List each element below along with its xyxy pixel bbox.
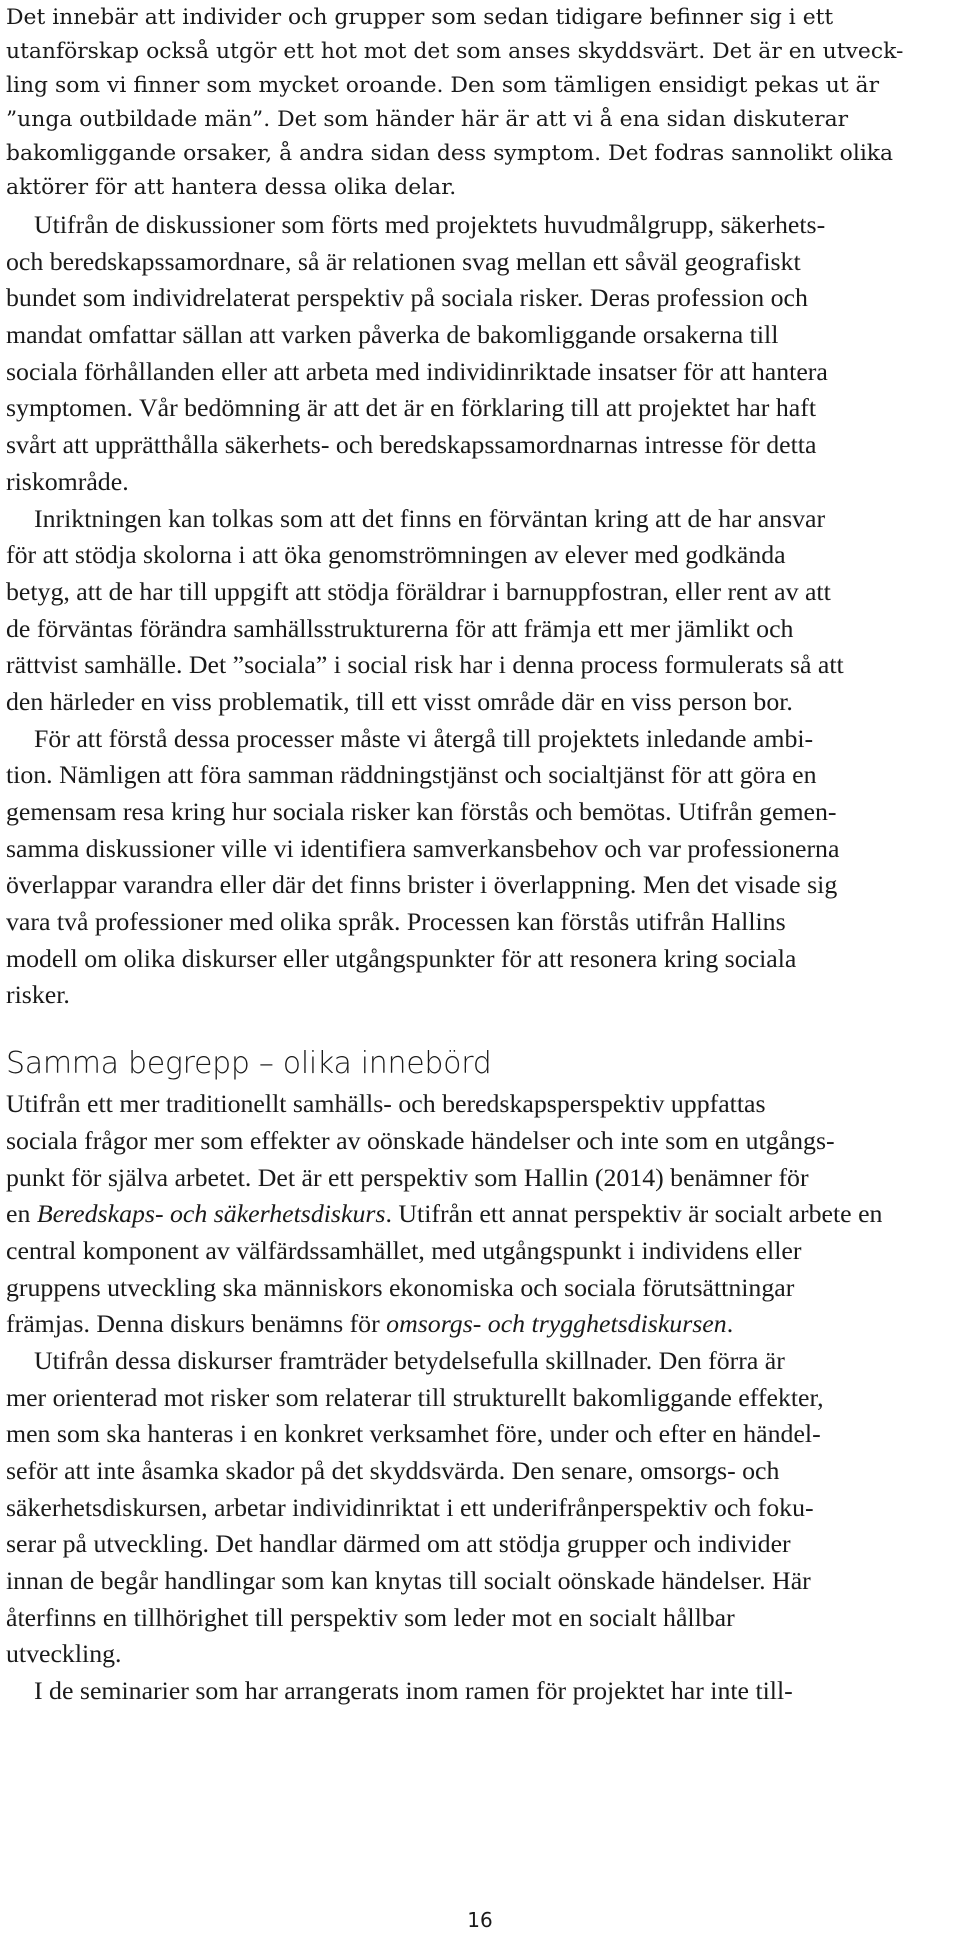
text-line: För att förstå dessa processer måste vi återgå till projektets inledande ambi- [34, 723, 814, 753]
text-run: en [6, 1199, 37, 1229]
paragraph-continuation [6, 1, 960, 205]
text-line [6, 1306, 960, 1343]
text-line: men som ska hanteras i en konkret verksamhet före, under och efter en händel- [6, 1419, 821, 1449]
text-line: för att stödja skolorna i att öka genomströmningen av elever med godkända [6, 540, 786, 570]
text-line: I de seminarier som har arrangerats inom ramen för projektet har inte till- [34, 1676, 793, 1706]
text-line: de förväntas förändra samhällsstrukturerna för att främja ett mer jämlikt och [6, 613, 794, 643]
text-line: vara två professioner med olika språk. Processen kan förstås utifrån Hallins [6, 907, 786, 937]
paragraph-seminarier [6, 1673, 960, 1710]
text-line: mer orienterad mot risker som relaterar till strukturellt bakomliggande effekter, [6, 1382, 824, 1412]
text-line: central komponent av välfärdssamhället, med utgångspunkt i individens eller [6, 1235, 802, 1265]
section-heading: Samma begrepp – olika innebörd [6, 1046, 492, 1082]
text-line: säkerhetsdiskursen, arbetar individinriktat i ett underifrånperspektiv och foku- [6, 1492, 814, 1522]
text-line: och beredskapssamordnare, så är relationen svag mellan ett såväl geografiskt [6, 246, 801, 276]
text-line: Det innebär att individer och grupper som sedan tidigare befinner sig i ett [6, 5, 834, 30]
document-page [6, 0, 960, 1710]
text-line: bundet som individrelaterat perspektiv på sociala risker. Deras profession och [6, 283, 808, 313]
text-line: ling som vi finner som mycket oroande. Den som tämligen ensidigt pekas ut är [6, 73, 880, 98]
text-line: sociala frågor mer som effekter av oönskade händelser och inte som en utgångs- [6, 1125, 835, 1155]
text-line: gruppens utveckling ska människors ekonomiska och sociala förutsättningar [6, 1272, 795, 1302]
text-line: punkt för själva arbetet. Det är ett perspektiv som Hallin (2014) benämner för [6, 1162, 809, 1192]
text-line: modell om olika diskurser eller utgångspunkter för att resonera kring sociala [6, 943, 797, 973]
paragraph-traditionellt-perspektiv [6, 1086, 960, 1343]
text-line: samma diskussioner ville vi identifiera samverkansbehov och var professionerna [6, 833, 840, 863]
paragraph-skillnader [6, 1343, 960, 1673]
text-line: serar på utveckling. Det handlar därmed om att stödja grupper och individer [6, 1529, 791, 1559]
text-line: risker. [6, 980, 70, 1010]
text-line: gemensam resa kring hur sociala risker kan förstås och bemötas. Utifrån gemen- [6, 797, 837, 826]
text-line: bakomliggande orsaker, å andra sidan dess symptom. Det fodras sannolikt olika [6, 141, 894, 166]
text-line: utveckling. [6, 1639, 122, 1669]
text-line: återfinns en tillhörighet till perspektiv som leder mot en socialt hållbar [6, 1602, 735, 1632]
italic-term: omsorgs- och trygghetsdiskursen [386, 1309, 727, 1339]
text-line: utanförskap också utgör ett hot mot det som anses skyddsvärt. Det är en utveck- [6, 39, 904, 64]
page-number: 16 [467, 1908, 493, 1932]
text-line: Utifrån dessa diskurser framträder betydelsefulla skillnader. Den förra är [34, 1345, 785, 1375]
text-line: aktörer för att hantera dessa olika delar. [6, 175, 457, 200]
text-line: Inriktningen kan tolkas som att det finns en förväntan kring att de har ansvar [34, 503, 826, 533]
text-line: seför att inte åsamka skador på det skyddsvärda. Den senare, omsorgs- och [6, 1456, 780, 1485]
paragraph-forsta-processer [6, 721, 960, 1015]
text-line: sociala förhållanden eller att arbeta med individinriktade insatser för att hantera [6, 356, 828, 386]
text-run: . Utifrån ett annat perspektiv är socialt arbete en [385, 1199, 883, 1229]
text-line: ”unga outbildade män”. Det som händer här är att vi å ena sidan diskuterar [6, 107, 849, 132]
paragraph-inriktningen [6, 501, 960, 721]
text-line: riskområde. [6, 466, 129, 496]
text-line: den härleder en viss problematik, till ett visst område där en viss person bor. [6, 686, 793, 716]
text-line: överlappar varandra eller där det finns brister i överlappning. Men det visade sig [6, 870, 838, 900]
text-line: Utifrån de diskussioner som förts med projektets huvudmålgrupp, säkerhets- [34, 210, 826, 239]
text-line: rättvist samhälle. Det ”sociala” i social risk har i denna process formulerats så att [6, 650, 844, 680]
text-line: svårt att upprätthålla säkerhets- och beredskapssamordnarnas intresse för detta [6, 430, 817, 460]
italic-term: Beredskaps- och säkerhetsdiskurs [36, 1199, 386, 1229]
text-line: tion. Nämligen att föra samman räddningstjänst och socialtjänst för att göra en [6, 760, 817, 790]
text-line: innan de begår handlingar som kan knytas till socialt oönskade händelser. Här [6, 1566, 811, 1596]
paragraph-projektets-huvudmalgrupp [6, 207, 960, 501]
text-line: Utifrån ett mer traditionellt samhälls- och beredskapsperspektiv uppfattas [6, 1089, 766, 1119]
text-run: främjas. Denna diskurs benämns för [6, 1309, 387, 1339]
text-line: symptomen. Vår bedömning är att det är en förklaring till att projektet har haft [6, 393, 816, 423]
text-run: . [726, 1309, 734, 1339]
text-line: betyg, att de har till uppgift att stödja föräldrar i barnuppfostran, eller rent av att [6, 576, 831, 606]
text-line: mandat omfattar sällan att varken påverka de bakomliggande orsakerna till [6, 320, 779, 350]
text-line [6, 1196, 960, 1233]
